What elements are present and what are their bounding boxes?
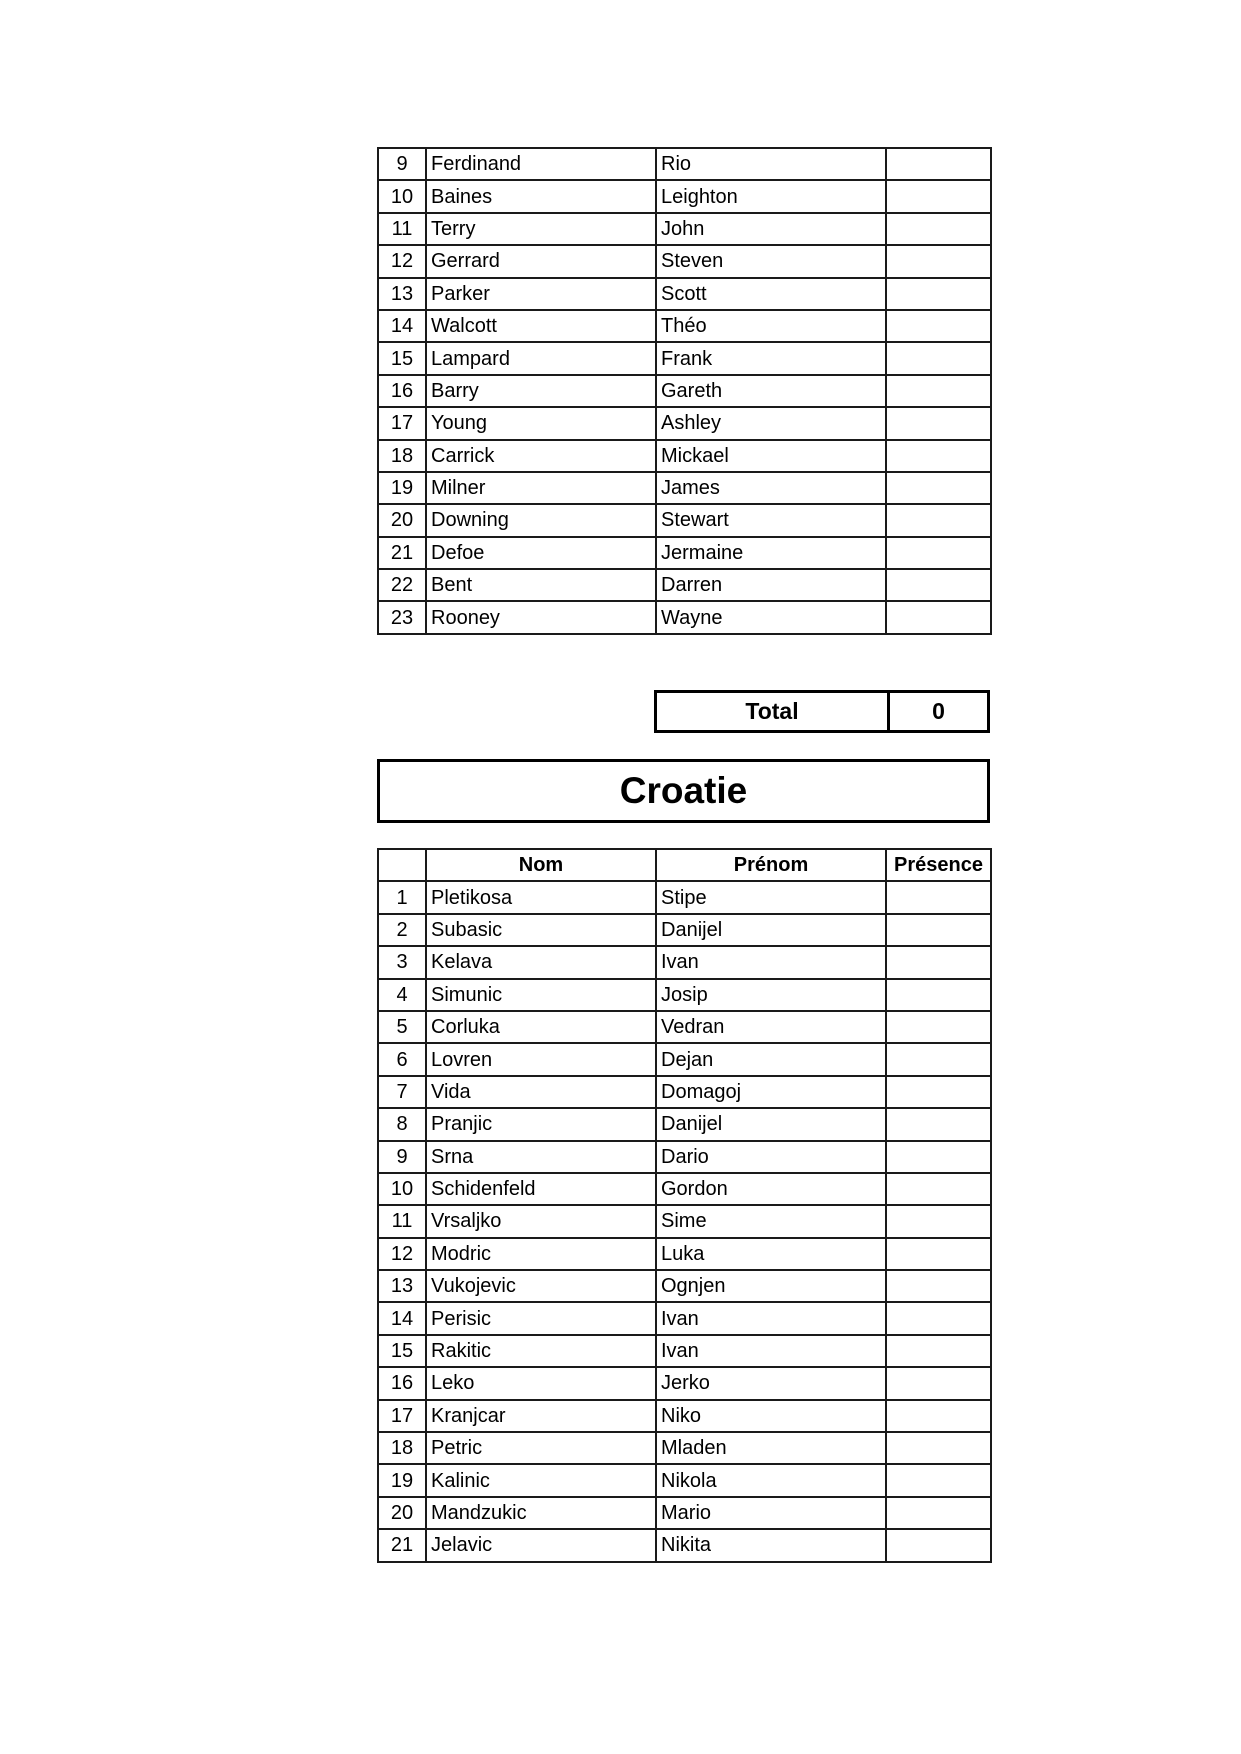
table-row <box>378 1205 991 1237</box>
presence-cell[interactable] <box>886 1400 991 1432</box>
player-first-name: Darren <box>656 569 886 601</box>
presence-cell[interactable] <box>886 472 991 504</box>
table-row <box>378 881 991 913</box>
player-first-name: Ashley <box>656 407 886 439</box>
player-number: 19 <box>378 1464 426 1496</box>
presence-cell[interactable] <box>886 1367 991 1399</box>
presence-cell[interactable] <box>886 504 991 536</box>
player-last-name: Petric <box>426 1432 656 1464</box>
presence-cell[interactable] <box>886 213 991 245</box>
player-first-name: Ivan <box>656 946 886 978</box>
player-first-name: Sime <box>656 1205 886 1237</box>
presence-cell[interactable] <box>886 1205 991 1237</box>
table-row <box>378 1076 991 1108</box>
player-last-name: Rakitic <box>426 1335 656 1367</box>
table-row <box>378 1335 991 1367</box>
total-label: Total <box>657 693 890 730</box>
header-num <box>378 849 426 881</box>
player-number: 19 <box>378 472 426 504</box>
header-nom: Nom <box>426 849 656 881</box>
player-last-name: Kranjcar <box>426 1400 656 1432</box>
table-row <box>378 1238 991 1270</box>
presence-cell[interactable] <box>886 1497 991 1529</box>
player-last-name: Pranjic <box>426 1108 656 1140</box>
player-number: 17 <box>378 1400 426 1432</box>
table-row <box>378 1367 991 1399</box>
table-row <box>378 310 991 342</box>
player-first-name: Wayne <box>656 601 886 633</box>
player-first-name: Steven <box>656 245 886 277</box>
player-number: 6 <box>378 1043 426 1075</box>
player-last-name: Vukojevic <box>426 1270 656 1302</box>
player-first-name: Théo <box>656 310 886 342</box>
presence-cell[interactable] <box>886 537 991 569</box>
total-value: 0 <box>932 698 945 724</box>
table-row <box>378 601 991 633</box>
player-first-name: Frank <box>656 342 886 374</box>
player-last-name: Rooney <box>426 601 656 633</box>
player-last-name: Carrick <box>426 440 656 472</box>
player-number: 2 <box>378 914 426 946</box>
table-row <box>378 504 991 536</box>
player-last-name: Srna <box>426 1141 656 1173</box>
player-first-name: Niko <box>656 1400 886 1432</box>
player-first-name: Josip <box>656 979 886 1011</box>
player-first-name: Scott <box>656 278 886 310</box>
player-number: 5 <box>378 1011 426 1043</box>
table-row <box>378 537 991 569</box>
player-first-name: Luka <box>656 1238 886 1270</box>
presence-cell[interactable] <box>886 407 991 439</box>
player-first-name: Stipe <box>656 881 886 913</box>
presence-cell[interactable] <box>886 1011 991 1043</box>
player-last-name: Ferdinand <box>426 148 656 180</box>
player-number: 20 <box>378 504 426 536</box>
player-number: 23 <box>378 601 426 633</box>
player-first-name: Jerko <box>656 1367 886 1399</box>
player-last-name: Vida <box>426 1076 656 1108</box>
player-first-name: Dario <box>656 1141 886 1173</box>
presence-cell[interactable] <box>886 1335 991 1367</box>
player-number: 3 <box>378 946 426 978</box>
england-roster-body <box>378 148 991 634</box>
player-last-name: Vrsaljko <box>426 1205 656 1237</box>
player-number: 22 <box>378 569 426 601</box>
player-last-name: Parker <box>426 278 656 310</box>
presence-cell[interactable] <box>886 1464 991 1496</box>
player-last-name: Pletikosa <box>426 881 656 913</box>
presence-cell[interactable] <box>886 946 991 978</box>
header-prenom: Prénom <box>656 849 886 881</box>
player-first-name: John <box>656 213 886 245</box>
table-row <box>378 375 991 407</box>
table-row <box>378 278 991 310</box>
presence-cell[interactable] <box>886 180 991 212</box>
player-first-name: Rio <box>656 148 886 180</box>
player-number: 9 <box>378 1141 426 1173</box>
header-presence: Présence <box>886 849 991 881</box>
player-first-name: Ivan <box>656 1302 886 1334</box>
player-number: 12 <box>378 1238 426 1270</box>
table-row <box>378 1173 991 1205</box>
player-number: 11 <box>378 1205 426 1237</box>
presence-cell[interactable] <box>886 1076 991 1108</box>
player-first-name: Ivan <box>656 1335 886 1367</box>
presence-cell[interactable] <box>886 1270 991 1302</box>
player-last-name: Young <box>426 407 656 439</box>
presence-cell[interactable] <box>886 569 991 601</box>
player-last-name: Leko <box>426 1367 656 1399</box>
player-last-name: Simunic <box>426 979 656 1011</box>
player-last-name: Barry <box>426 375 656 407</box>
table-row <box>378 342 991 374</box>
player-last-name: Schidenfeld <box>426 1173 656 1205</box>
player-first-name: Mario <box>656 1497 886 1529</box>
player-number: 13 <box>378 1270 426 1302</box>
player-last-name: Gerrard <box>426 245 656 277</box>
player-number: 21 <box>378 537 426 569</box>
player-number: 1 <box>378 881 426 913</box>
player-last-name: Milner <box>426 472 656 504</box>
player-number: 16 <box>378 375 426 407</box>
player-first-name: James <box>656 472 886 504</box>
presence-cell[interactable] <box>886 1141 991 1173</box>
table-row <box>378 1270 991 1302</box>
croatia-roster-table <box>377 848 992 1563</box>
player-first-name: Dejan <box>656 1043 886 1075</box>
presence-cell[interactable] <box>886 245 991 277</box>
player-number: 13 <box>378 278 426 310</box>
presence-cell[interactable] <box>886 1238 991 1270</box>
player-number: 9 <box>378 148 426 180</box>
player-last-name: Defoe <box>426 537 656 569</box>
player-last-name: Modric <box>426 1238 656 1270</box>
table-row <box>378 1011 991 1043</box>
table-row <box>378 569 991 601</box>
player-first-name: Nikita <box>656 1529 886 1561</box>
player-number: 14 <box>378 310 426 342</box>
presence-cell[interactable] <box>886 310 991 342</box>
player-last-name: Perisic <box>426 1302 656 1334</box>
player-first-name: Mickael <box>656 440 886 472</box>
team-title-croatia: Croatie <box>377 759 990 823</box>
table-row <box>378 213 991 245</box>
table-row <box>378 1400 991 1432</box>
presence-cell[interactable] <box>886 278 991 310</box>
player-number: 12 <box>378 245 426 277</box>
table-row <box>378 1464 991 1496</box>
presence-cell[interactable] <box>886 914 991 946</box>
presence-cell[interactable] <box>886 440 991 472</box>
player-first-name: Gareth <box>656 375 886 407</box>
presence-cell[interactable] <box>886 1173 991 1205</box>
table-row <box>378 1043 991 1075</box>
presence-cell[interactable] <box>886 375 991 407</box>
header-row <box>378 849 991 881</box>
total-box <box>654 690 990 733</box>
player-number: 10 <box>378 1173 426 1205</box>
table-row <box>378 1529 991 1561</box>
player-number: 18 <box>378 1432 426 1464</box>
player-last-name: Walcott <box>426 310 656 342</box>
player-last-name: Subasic <box>426 914 656 946</box>
table-row <box>378 407 991 439</box>
player-last-name: Corluka <box>426 1011 656 1043</box>
player-first-name: Domagoj <box>656 1076 886 1108</box>
player-first-name: Jermaine <box>656 537 886 569</box>
player-number: 20 <box>378 1497 426 1529</box>
player-last-name: Kalinic <box>426 1464 656 1496</box>
player-number: 14 <box>378 1302 426 1334</box>
player-last-name: Lampard <box>426 342 656 374</box>
player-number: 15 <box>378 342 426 374</box>
table-row <box>378 1432 991 1464</box>
player-first-name: Ognjen <box>656 1270 886 1302</box>
presence-cell[interactable] <box>886 881 991 913</box>
table-row <box>378 1302 991 1334</box>
presence-cell[interactable] <box>886 342 991 374</box>
player-last-name: Bent <box>426 569 656 601</box>
player-number: 11 <box>378 213 426 245</box>
player-first-name: Mladen <box>656 1432 886 1464</box>
player-number: 16 <box>378 1367 426 1399</box>
presence-cell[interactable] <box>886 1108 991 1140</box>
presence-cell[interactable] <box>886 979 991 1011</box>
player-last-name: Terry <box>426 213 656 245</box>
player-first-name: Gordon <box>656 1173 886 1205</box>
player-first-name: Leighton <box>656 180 886 212</box>
player-number: 17 <box>378 407 426 439</box>
player-last-name: Baines <box>426 180 656 212</box>
table-row <box>378 180 991 212</box>
england-roster-table <box>377 147 992 635</box>
croatia-roster-body <box>378 881 991 1561</box>
player-last-name: Lovren <box>426 1043 656 1075</box>
presence-cell[interactable] <box>886 1043 991 1075</box>
player-last-name: Mandzukic <box>426 1497 656 1529</box>
player-number: 8 <box>378 1108 426 1140</box>
table-row <box>378 440 991 472</box>
table-row <box>378 1108 991 1140</box>
table-row <box>378 472 991 504</box>
table-row <box>378 148 991 180</box>
player-first-name: Danijel <box>656 914 886 946</box>
presence-cell[interactable] <box>886 601 991 633</box>
player-number: 21 <box>378 1529 426 1561</box>
presence-cell[interactable] <box>886 148 991 180</box>
player-first-name: Stewart <box>656 504 886 536</box>
player-number: 10 <box>378 180 426 212</box>
player-last-name: Kelava <box>426 946 656 978</box>
presence-cell[interactable] <box>886 1432 991 1464</box>
player-number: 7 <box>378 1076 426 1108</box>
presence-cell[interactable] <box>886 1529 991 1561</box>
table-row <box>378 245 991 277</box>
player-last-name: Jelavic <box>426 1529 656 1561</box>
table-row <box>378 1497 991 1529</box>
player-number: 4 <box>378 979 426 1011</box>
table-row <box>378 979 991 1011</box>
player-first-name: Danijel <box>656 1108 886 1140</box>
player-number: 15 <box>378 1335 426 1367</box>
player-first-name: Nikola <box>656 1464 886 1496</box>
table-row <box>378 1141 991 1173</box>
presence-cell[interactable] <box>886 1302 991 1334</box>
table-row <box>378 914 991 946</box>
player-last-name: Downing <box>426 504 656 536</box>
table-row <box>378 946 991 978</box>
player-number: 18 <box>378 440 426 472</box>
player-first-name: Vedran <box>656 1011 886 1043</box>
